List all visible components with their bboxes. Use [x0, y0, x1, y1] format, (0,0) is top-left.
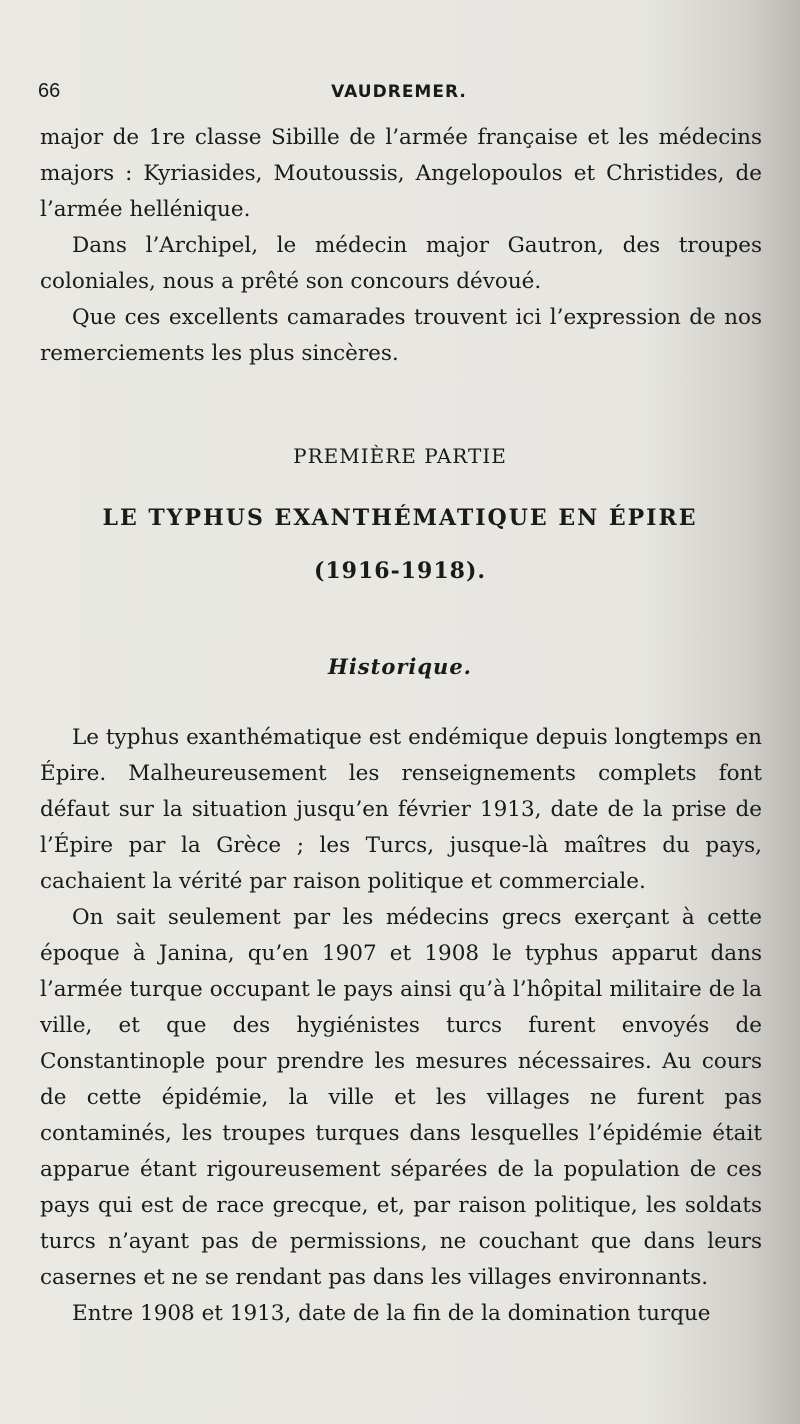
- historique-paragraph-3: Entre 1908 et 1913, date de la fin de la domination turque: [72, 1301, 711, 1326]
- historique-text: [40, 720, 762, 1332]
- historique-paragraph-1: Le typhus exanthématique est endémique depuis longtemps en Épire. Malheureusement les renseignements complets font défaut sur la situation jusqu’en février 1913, date de la prise de l’Épire par la Grèce ; les Turcs, jusque-là maîtres du pays, cachaient la vérité par raison politique et commerciale.: [40, 725, 762, 894]
- page-number: 66: [38, 80, 61, 102]
- running-head: VAUDREMER.: [331, 82, 467, 102]
- chapter-years: (1916-1918).: [313, 558, 487, 584]
- chapter-title: LE TYPHUS EXANTHÉMATIQUE EN ÉPIRE: [102, 505, 698, 531]
- part-title: PREMIÈRE PARTIE: [293, 444, 507, 468]
- section-title: Historique.: [327, 654, 472, 679]
- intro-text: [40, 120, 762, 372]
- intro-paragraph-2: Dans l’Archipel, le médecin major Gautron, des troupes coloniales, nous a prêté son concours dévoué.: [40, 233, 762, 294]
- intro-paragraph-3: Que ces excellents camarades trouvent ici l’expression de nos remerciements les plus sincères.: [40, 305, 762, 366]
- page-header: [38, 80, 760, 110]
- intro-paragraph-1: major de 1re classe Sibille de l’armée française et les médecins majors : Kyriasides, Moutoussis, Angelopoulos et Christides, de l’armée hellénique.: [40, 125, 762, 222]
- historique-paragraph-2: On sait seulement par les médecins grecs exerçant à cette époque à Janina, qu’en 1907 et 1908 le typhus apparut dans l’armée turque occupant le pays ainsi qu’à l’hôpital militaire de la ville, et que des hygiénistes turcs furent envoyés de Constantinople pour prendre les mesures nécessaires. Au cours de cette épidémie, la ville et les villages ne furent pas contaminés, les troupes turques dans lesquelles l’épidémie était apparue étant rigoureusement séparées de la population de ces pays qui est de race grecque, et, par raison politique, les soldats turcs n’ayant pas de permissions, ne couchant que dans leurs casernes et ne se rendant pas dans les villages environnants.: [40, 905, 762, 1290]
